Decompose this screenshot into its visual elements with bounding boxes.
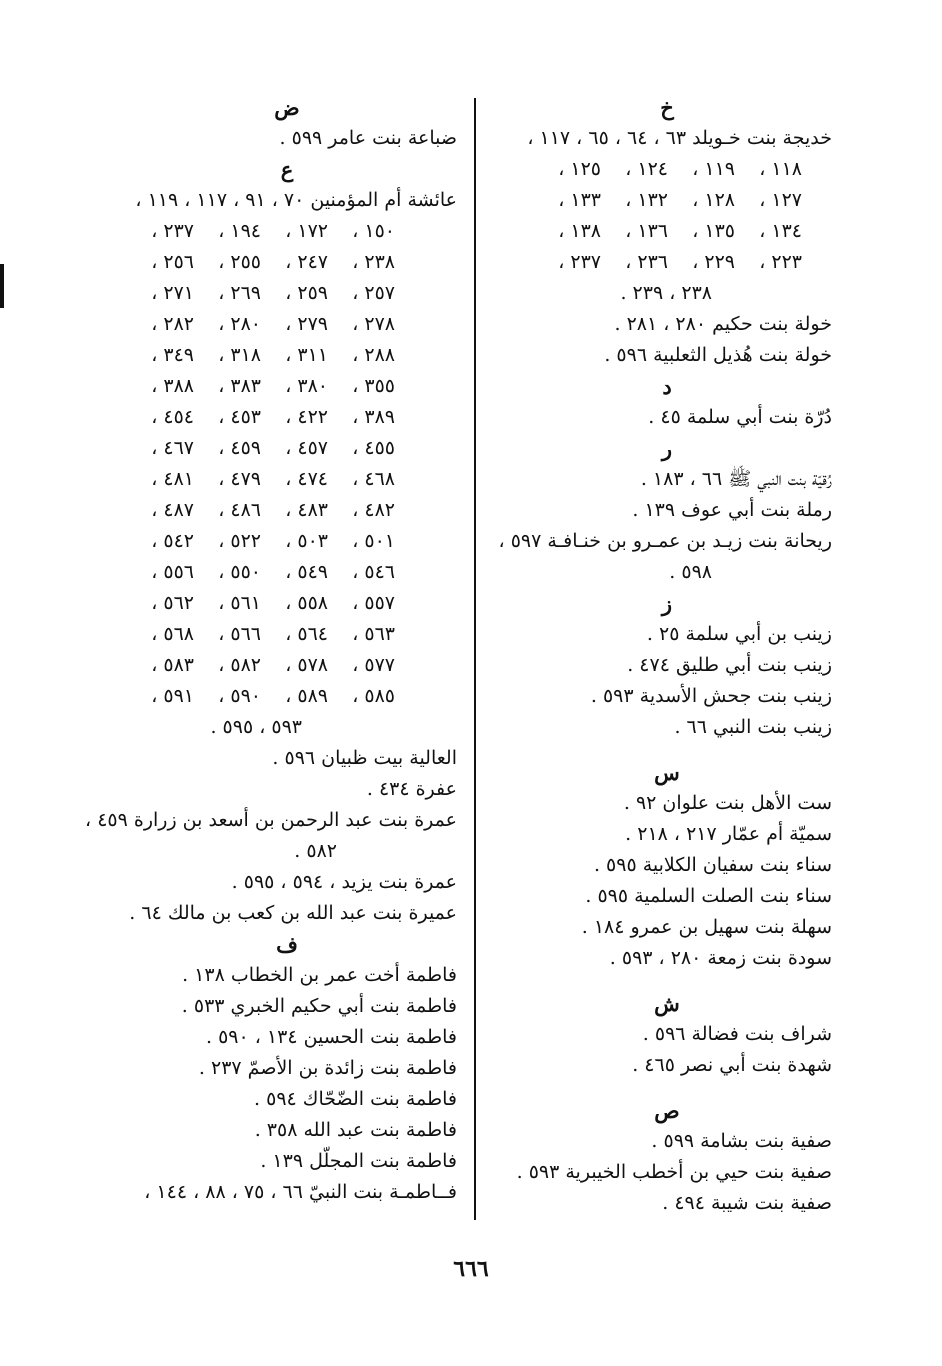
index-entry: فاطمة بنت عبد الله ٣٥٨ . xyxy=(254,1119,457,1141)
page-reference: ١٩٤ ، xyxy=(218,220,261,242)
page-reference-row xyxy=(112,557,457,588)
page-reference-row xyxy=(112,433,457,464)
index-entry: زينب بنت النبي ٦٦ . xyxy=(674,716,832,738)
index-entry: رُقيّة بنت النبي ﷺ ٦٦ ، ١٨٣ . xyxy=(640,468,832,490)
page-reference: ١٣٣ ، xyxy=(558,189,601,211)
index-entry: عمرة بنت يزيد ، ٥٩٤ ، ٥٩٥ . xyxy=(231,871,457,893)
page-reference: ٥٦٦ ، xyxy=(218,623,261,645)
scan-edge-mark xyxy=(0,264,4,308)
page-reference: ٥٠٣ ، xyxy=(285,530,328,552)
section-gap xyxy=(492,1081,832,1095)
page-reference-grid xyxy=(112,216,457,712)
letter-heading-ra: ر xyxy=(661,436,673,461)
page-reference: ٤٨٢ ، xyxy=(352,499,395,521)
page-reference: ٢٣٦ ، xyxy=(625,251,668,273)
index-entry: سناء بنت سفيان الكلابية ٥٩٥ . xyxy=(593,854,832,876)
page-reference: ٣٨٨ ، xyxy=(151,375,194,397)
page-reference-row xyxy=(112,278,457,309)
page-reference: ٤٧٤ ، xyxy=(285,468,328,490)
index-entry: زينب بنت أبي طليق ٤٧٤ . xyxy=(627,654,832,676)
index-entry: خولة بنت حكيم ٢٨٠ ، ٢٨١ . xyxy=(614,313,832,335)
page-reference: ٢٧٨ ، xyxy=(352,313,395,335)
page-reference-row xyxy=(492,154,832,185)
index-entry: دُرّة بنت أبي سلمة ٤٥ . xyxy=(648,406,832,428)
index-entry: فاطمة بنت الضّحّاك ٥٩٤ . xyxy=(254,1088,457,1110)
page-reference: ٤٥٩ ، xyxy=(218,437,261,459)
index-entry: سودة بنت زمعة ٢٨٠ ، ٥٩٣ . xyxy=(609,947,832,969)
page-reference: ١٣٤ ، xyxy=(759,220,802,242)
page-reference: ٥٧٨ ، xyxy=(285,654,328,676)
page-reference: ١٢٧ ، xyxy=(759,189,802,211)
page-reference: ٤٨٧ ، xyxy=(151,499,194,521)
page-reference: ٤٥٤ ، xyxy=(151,406,194,428)
page-reference: ٢٥٦ ، xyxy=(151,251,194,273)
index-entry: صفية بنت بشامة ٥٩٩ . xyxy=(651,1130,832,1152)
page-reference: ٢٣٧ ، xyxy=(558,251,601,273)
page-reference: ٤٦٧ ، xyxy=(151,437,194,459)
index-entry: عفرة ٤٣٤ . xyxy=(366,778,457,800)
page-reference: ٥٤٩ ، xyxy=(285,561,328,583)
index-entry: فاطمة بنت زائدة بن الأصمّ ٢٣٧ . xyxy=(198,1057,457,1079)
page-reference: ٤٨٣ ، xyxy=(285,499,328,521)
page-reference: ٥٦٨ ، xyxy=(151,623,194,645)
page-reference: ٥٨٥ ، xyxy=(352,685,395,707)
page-reference: ١٣٢ ، xyxy=(625,189,668,211)
page-reference: ٣٥٥ ، xyxy=(352,375,395,397)
page-reference: ٢٤٧ ، xyxy=(285,251,328,273)
page-reference: ٥٢٢ ، xyxy=(218,530,261,552)
letter-heading-ayn: ع xyxy=(280,157,294,182)
index-entry: شراف بنت فضالة ٥٩٦ . xyxy=(642,1023,832,1045)
page-reference: ٤٨٦ ، xyxy=(218,499,261,521)
index-entry: زينب بنت جحش الأسدية ٥٩٣ . xyxy=(590,685,832,707)
page-reference: ٣٨٠ ، xyxy=(285,375,328,397)
page-reference: ٢٣٨ ، xyxy=(352,251,395,273)
index-entry: عمرة بنت عبد الرحمن بن أسعد بن زرارة ٤٥٩ ، xyxy=(85,809,457,831)
page-reference: ٥٨٣ ، xyxy=(151,654,194,676)
letter-heading-fa: ف xyxy=(276,932,298,957)
letter-heading-dal: د xyxy=(662,374,672,399)
index-entry: فاطمة بنت أبي حكيم الخبري ٥٣٣ . xyxy=(181,995,457,1017)
page-reference: ٥٤٢ ، xyxy=(151,530,194,552)
page-reference-row xyxy=(112,619,457,650)
section-gap xyxy=(492,974,832,988)
page-reference-row xyxy=(112,526,457,557)
page-reference: ٥٥٧ ، xyxy=(352,592,395,614)
page-reference: ٥٤٦ ، xyxy=(352,561,395,583)
page-reference-row xyxy=(112,216,457,247)
index-entry: فاطمة بنت الحسين ١٣٤ ، ٥٩٠ . xyxy=(205,1026,457,1048)
page-reference: ٣١١ ، xyxy=(285,344,328,366)
letter-heading-dad: ض xyxy=(274,95,300,120)
index-entry-continuation: ٥٩٣ ، ٥٩٥ . xyxy=(210,716,302,738)
page-reference: ٥٦٣ ، xyxy=(352,623,395,645)
page-reference: ٢٣٧ ، xyxy=(151,220,194,242)
index-entry-continuation: ٥٩٨ . xyxy=(669,561,712,583)
page-reference: ١٣٨ ، xyxy=(558,220,601,242)
page-reference: ٥٦١ ، xyxy=(218,592,261,614)
page-reference: ٥٩٠ ، xyxy=(218,685,261,707)
page-reference: ٢٨٢ ، xyxy=(151,313,194,335)
index-entry: صفية بنت حيي بن أخطب الخيبرية ٥٩٣ . xyxy=(516,1161,832,1183)
page-reference-row xyxy=(492,247,832,278)
index-entry: زينب بن أبي سلمة ٢٥ . xyxy=(646,623,832,645)
index-entry: العالية بيت ظبيان ٥٩٦ . xyxy=(272,747,457,769)
page-reference: ١١٩ ، xyxy=(692,158,735,180)
page-reference: ٣٨٣ ، xyxy=(218,375,261,397)
index-entry: ست الأهل بنت علوان ٩٢ . xyxy=(623,792,832,814)
index-entry: شهدة بنت أبي نصر ٤٦٥ . xyxy=(632,1054,832,1076)
page-reference: ٥٨٢ ، xyxy=(218,654,261,676)
letter-heading-zay: ز xyxy=(661,591,673,616)
right-column xyxy=(492,92,832,1232)
page-reference: ٥٦٢ ، xyxy=(151,592,194,614)
index-entry: صفية بنت شيبة ٤٩٤ . xyxy=(662,1192,832,1214)
page-reference-row xyxy=(112,371,457,402)
page-reference-grid xyxy=(492,154,832,278)
page-reference: ٣٨٩ ، xyxy=(352,406,395,428)
page-reference-row xyxy=(112,247,457,278)
page-reference: ٢٥٥ ، xyxy=(218,251,261,273)
page-reference-row xyxy=(112,340,457,371)
page-reference: ٤٨١ ، xyxy=(151,468,194,490)
index-entry: عميرة بنت عبد الله بن كعب بن مالك ٦٤ . xyxy=(129,902,457,924)
column-divider xyxy=(474,98,476,1220)
page-reference: ١٢٨ ، xyxy=(692,189,735,211)
page-reference: ٢٨٨ ، xyxy=(352,344,395,366)
page-reference: ١٣٦ ، xyxy=(625,220,668,242)
index-entry: فاطمة أخت عمر بن الخطاب ١٣٨ . xyxy=(182,964,457,986)
page-reference: ٤٥٣ ، xyxy=(218,406,261,428)
left-column xyxy=(85,92,457,1232)
section-gap xyxy=(492,743,832,757)
page-reference: ١٣٥ ، xyxy=(692,220,735,242)
index-entry: ضباعة بنت عامر ٥٩٩ . xyxy=(279,127,457,149)
page-reference-row xyxy=(492,185,832,216)
letter-heading-sad: ص xyxy=(654,1098,680,1123)
page-reference: ٤٦٨ ، xyxy=(352,468,395,490)
page-reference: ٥٩١ ، xyxy=(151,685,194,707)
index-entry: خولة بنت هُذيل الثعلبية ٥٩٦ . xyxy=(604,344,832,366)
index-entry: رملة بنت أبي عوف ١٣٩ . xyxy=(632,499,832,521)
page-reference: ٢٧١ ، xyxy=(151,282,194,304)
page-reference: ٤٢٢ ، xyxy=(285,406,328,428)
index-entry-aisha: عائشة أم المؤمنين ٧٠ ، ٩١ ، ١١٧ ، ١١٩ ، xyxy=(135,189,457,211)
page-reference-row xyxy=(112,464,457,495)
index-entry: سناء بنت الصلت السلمية ٥٩٥ . xyxy=(585,885,832,907)
page-reference: ٥٥٨ ، xyxy=(285,592,328,614)
page-reference: ١٢٤ ، xyxy=(625,158,668,180)
page-reference: ٢٢٣ ، xyxy=(759,251,802,273)
page-reference: ٥٠١ ، xyxy=(352,530,395,552)
page-reference: ١١٨ ، xyxy=(759,158,802,180)
index-entry: فــاطمـة بنت النبيّ ٦٦ ، ٧٥ ، ٨٨ ، ١٤٤ ، xyxy=(144,1181,457,1203)
page-reference: ٢٨٠ ، xyxy=(218,313,261,335)
page-reference: ٣١٨ ، xyxy=(218,344,261,366)
index-entry: فاطمة بنت المجلّل ١٣٩ . xyxy=(260,1150,457,1172)
page-reference: ٣٤٩ ، xyxy=(151,344,194,366)
letter-heading-sin: س xyxy=(654,760,680,785)
page-reference: ٤٧٩ ، xyxy=(218,468,261,490)
index-entry-continuation: ٢٣٨ ، ٢٣٩ . xyxy=(620,282,712,304)
page-reference: ٥٨٩ ، xyxy=(285,685,328,707)
index-entry: سهلة بنت سهيل بن عمرو ١٨٤ . xyxy=(581,916,832,938)
letter-heading-shin: ش xyxy=(654,991,680,1016)
page-reference: ٢٦٩ ، xyxy=(218,282,261,304)
letter-heading-kha: خ xyxy=(660,95,674,120)
page-reference: ٤٥٥ ، xyxy=(352,437,395,459)
page-reference-row xyxy=(112,309,457,340)
page-reference: ٢٧٩ ، xyxy=(285,313,328,335)
index-entry-continuation: ٥٨٢ . xyxy=(294,840,337,862)
page-reference-row xyxy=(492,216,832,247)
page-number: ٦٦٦ xyxy=(453,1256,489,1282)
page-reference-row xyxy=(112,495,457,526)
page-reference: ٢٥٧ ، xyxy=(352,282,395,304)
page-reference-row xyxy=(112,588,457,619)
page-reference: ٥٥٦ ، xyxy=(151,561,194,583)
page-reference: ١٢٥ ، xyxy=(558,158,601,180)
index-entry-khadija: خديجة بنت خـويلد ٦٣ ، ٦٤ ، ٦٥ ، ١١٧ ، xyxy=(527,127,832,149)
page-reference: ٥٧٧ ، xyxy=(352,654,395,676)
page-reference: ١٧٢ ، xyxy=(285,220,328,242)
page-reference: ١٥٠ ، xyxy=(352,220,395,242)
page-reference: ٢٥٩ ، xyxy=(285,282,328,304)
page-reference: ٢٢٩ ، xyxy=(692,251,735,273)
page-reference: ٥٥٠ ، xyxy=(218,561,261,583)
page-reference: ٥٦٤ ، xyxy=(285,623,328,645)
index-entry: ريحانة بنت زيـد بن عمـرو بن خنـافـة ٥٩٧ ، xyxy=(498,530,832,552)
page-reference-row xyxy=(112,402,457,433)
page-reference: ٤٥٧ ، xyxy=(285,437,328,459)
index-entry: سميّة أم عمّار ٢١٧ ، ٢١٨ . xyxy=(625,823,832,845)
page-reference-row xyxy=(112,650,457,681)
page-reference-row xyxy=(112,681,457,712)
